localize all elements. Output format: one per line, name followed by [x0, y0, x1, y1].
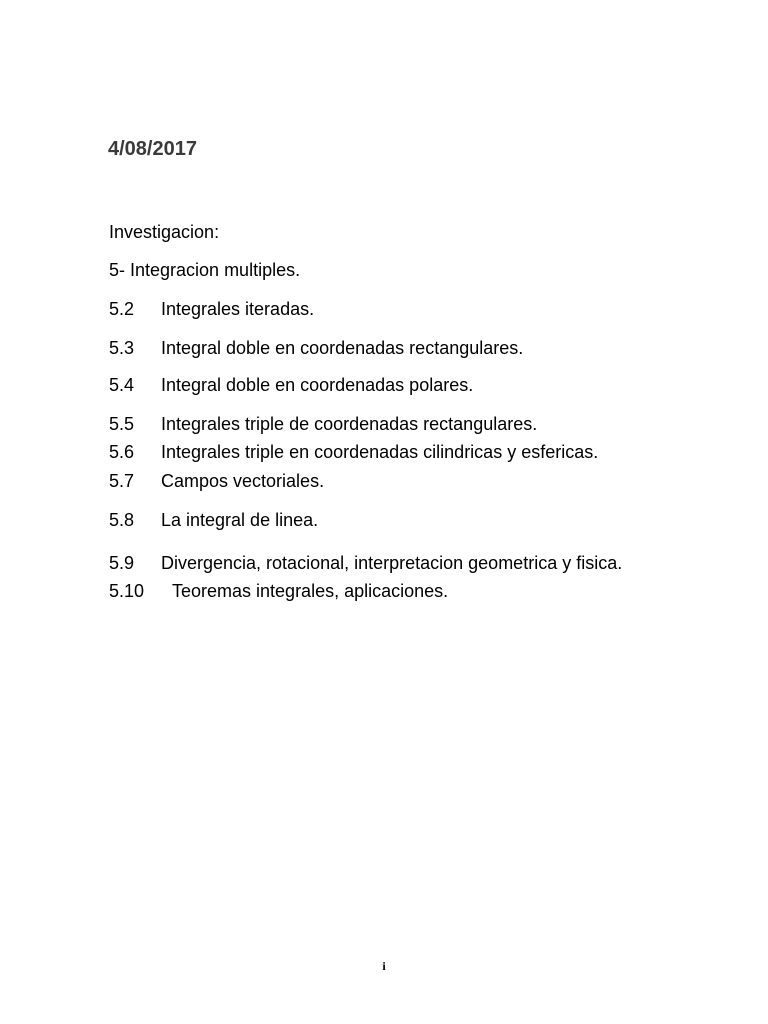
list-item	[109, 470, 324, 492]
item-number: 5.2	[109, 299, 135, 319]
item-text: Integrales triple de coordenadas rectangulares.	[161, 414, 538, 434]
list-item	[109, 509, 318, 531]
page-number: i	[382, 959, 386, 973]
item-number: 5.8	[109, 510, 135, 530]
list-item	[109, 374, 473, 396]
document-date: 4/08/2017	[108, 138, 197, 160]
item-number: 5.10	[109, 581, 145, 601]
intro-line: 5- Integracion multiples.	[109, 260, 301, 280]
list-item	[109, 580, 448, 602]
item-number: 5.6	[109, 442, 135, 462]
item-number: 5.3	[109, 338, 135, 358]
item-text: Integral doble en coordenadas polares.	[161, 375, 474, 395]
item-text: Integral doble en coordenadas rectangulares.	[161, 338, 524, 358]
item-number: 5.4	[109, 375, 135, 395]
item-number: 5.9	[109, 553, 135, 573]
item-number: 5.5	[109, 414, 135, 434]
item-text: Integrales triple en coordenadas cilindricas y esfericas.	[161, 442, 599, 462]
item-text: Integrales iteradas.	[161, 299, 315, 319]
item-number: 5.7	[109, 471, 135, 491]
list-item	[109, 298, 314, 320]
item-text: Campos vectoriales.	[161, 471, 325, 491]
list-item	[109, 441, 598, 463]
item-text: La integral de linea.	[161, 510, 319, 530]
item-text: Divergencia, rotacional, interpretacion geometrica y fisica.	[161, 553, 623, 573]
list-item	[109, 552, 622, 574]
item-text: Teoremas integrales, aplicaciones.	[172, 581, 449, 601]
list-item	[109, 413, 537, 435]
list-item	[109, 337, 523, 359]
section-heading: Investigacion:	[109, 222, 220, 242]
